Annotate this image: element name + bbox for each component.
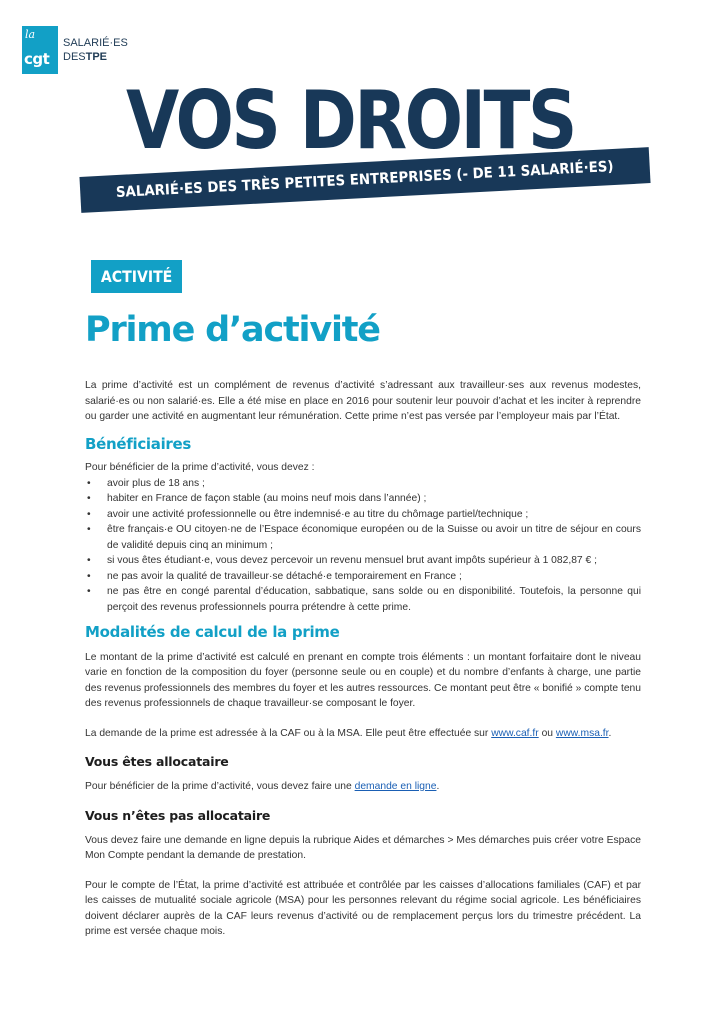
heading-allocataire: Vous êtes allocataire bbox=[85, 754, 229, 769]
modalites-paragraph-1: Le montant de la prime d’activité est calculé en prenant en compte trois éléments : un montant forfaitaire dont le niveau varie en fonction de la composition du foyer (personne seule ou en couple) et du nombre d’enfants à charge, une partie des revenus professionnels des membres du foyer et les autres ressources. Ce montant peut être « bonifié » compte tenu des revenus professionnels de chaque travailleur·se composant le foyer. bbox=[85, 651, 641, 709]
section-tag-label: ACTIVITÉ bbox=[100, 267, 173, 286]
logo-line-2 bbox=[63, 50, 128, 64]
modalites-text-c: . bbox=[608, 727, 612, 739]
caf-link[interactable]: www.caf.fr bbox=[491, 727, 539, 739]
modalites-paragraph-2 bbox=[85, 726, 641, 742]
cgt-tpe-logo bbox=[22, 26, 128, 74]
modalites-text-a: La demande de la prime est adressée à la CAF ou à la MSA. Elle peut être effectuée sur bbox=[85, 727, 492, 739]
list-item: • être français·e OU citoyen·ne de l’Espace économique européen ou de la Suisse ou avoir un titre de séjour en cours de validité depuis cinq an minimum ; bbox=[85, 522, 641, 553]
logo-line-1: SALARIÉ·ES bbox=[63, 37, 128, 49]
allocataire-paragraph bbox=[85, 779, 641, 795]
intro-paragraph: La prime d’activité est un complément de revenus d’activité s’adressant aux travailleur·ses aux revenus modestes, salarié·es ou non salarié·es. Elle a été mise en place en 2016 pour soutenir leur pouvoir d’achat et les inciter à reprendre ou garder une activité en augmentant leur rémunération. Cette prime n’est pas versée par l’employeur mais par l’État. bbox=[85, 380, 641, 422]
logo-cgt-text: cgt bbox=[24, 50, 50, 68]
page-title: Prime d’activité bbox=[85, 310, 380, 350]
logo-la-text: la bbox=[25, 28, 36, 41]
list-item: • habiter en France de façon stable (au moins neuf mois dans l’année) ; bbox=[85, 491, 641, 507]
demande-en-ligne-link[interactable]: demande en ligne bbox=[354, 780, 437, 792]
subtitle-banner-text: SALARIÉ·ES DES TRÈS PETITES ENTREPRISES (- DE 11 SALARIÉ·ES) bbox=[115, 158, 615, 202]
logo-wordmark bbox=[63, 36, 128, 64]
modalites-text-b: ou bbox=[538, 727, 556, 739]
heading-modalites: Modalités de calcul de la prime bbox=[85, 623, 340, 641]
allocataire-text-a: Pour bénéficier de la prime d’activité, vous devez faire une bbox=[85, 780, 355, 792]
non-allocataire-paragraph-1: Vous devez faire une demande en ligne depuis la rubrique Aides et démarches > Mes démarches puis créer votre Espace Mon Compte pendant la demande de prestation. bbox=[85, 834, 641, 861]
article-body bbox=[85, 378, 641, 940]
allocataire-text-b: . bbox=[436, 780, 440, 792]
beneficiaires-list bbox=[85, 476, 641, 616]
main-title: VOS DROITS bbox=[126, 74, 575, 167]
list-item: • ne pas avoir la qualité de travailleur·se détaché·e temporairement en France ; bbox=[85, 569, 641, 585]
list-item: • avoir une activité professionnelle ou être indemnisé·e au titre du chômage partiel/technique ; bbox=[85, 507, 641, 523]
list-item: • si vous êtes étudiant·e, vous devez percevoir un revenu mensuel brut avant impôts supérieur à 1 082,87 € ; bbox=[85, 553, 641, 569]
section-tag bbox=[91, 260, 182, 293]
non-allocataire-paragraph-2: Pour le compte de l’État, la prime d’activité est attribuée et contrôlée par les caisses d’allocations familiales (CAF) et par les caisses de mutualité sociale agricole (MSA) pour les personnes relevant du régime social agricole. Les bénéficiaires doivent déclarer auprès de la CAF leurs revenus d’activité ou de remplacement perçus lors du trimestre précédent. La prime est versée chaque mois. bbox=[85, 879, 641, 937]
list-item: • avoir plus de 18 ans ; bbox=[85, 476, 641, 492]
list-item: • ne pas être en congé parental d’éducation, sabbatique, sans solde ou en disponibilité. Toutefois, la personne qui perçoit des revenus professionnels pourra prétendre à cette prime. bbox=[85, 584, 641, 615]
heading-beneficiaires: Bénéficiaires bbox=[85, 434, 192, 453]
cgt-logo-mark bbox=[22, 26, 58, 74]
heading-non-allocataire: Vous n’êtes pas allocataire bbox=[85, 808, 271, 823]
msa-link[interactable]: www.msa.fr bbox=[555, 727, 609, 739]
logo-line-2-des: DES bbox=[63, 51, 86, 63]
beneficiaires-lead: Pour bénéficier de la prime d’activité, vous devez : bbox=[85, 462, 315, 473]
logo-line-2-tpe: TPE bbox=[85, 51, 108, 63]
